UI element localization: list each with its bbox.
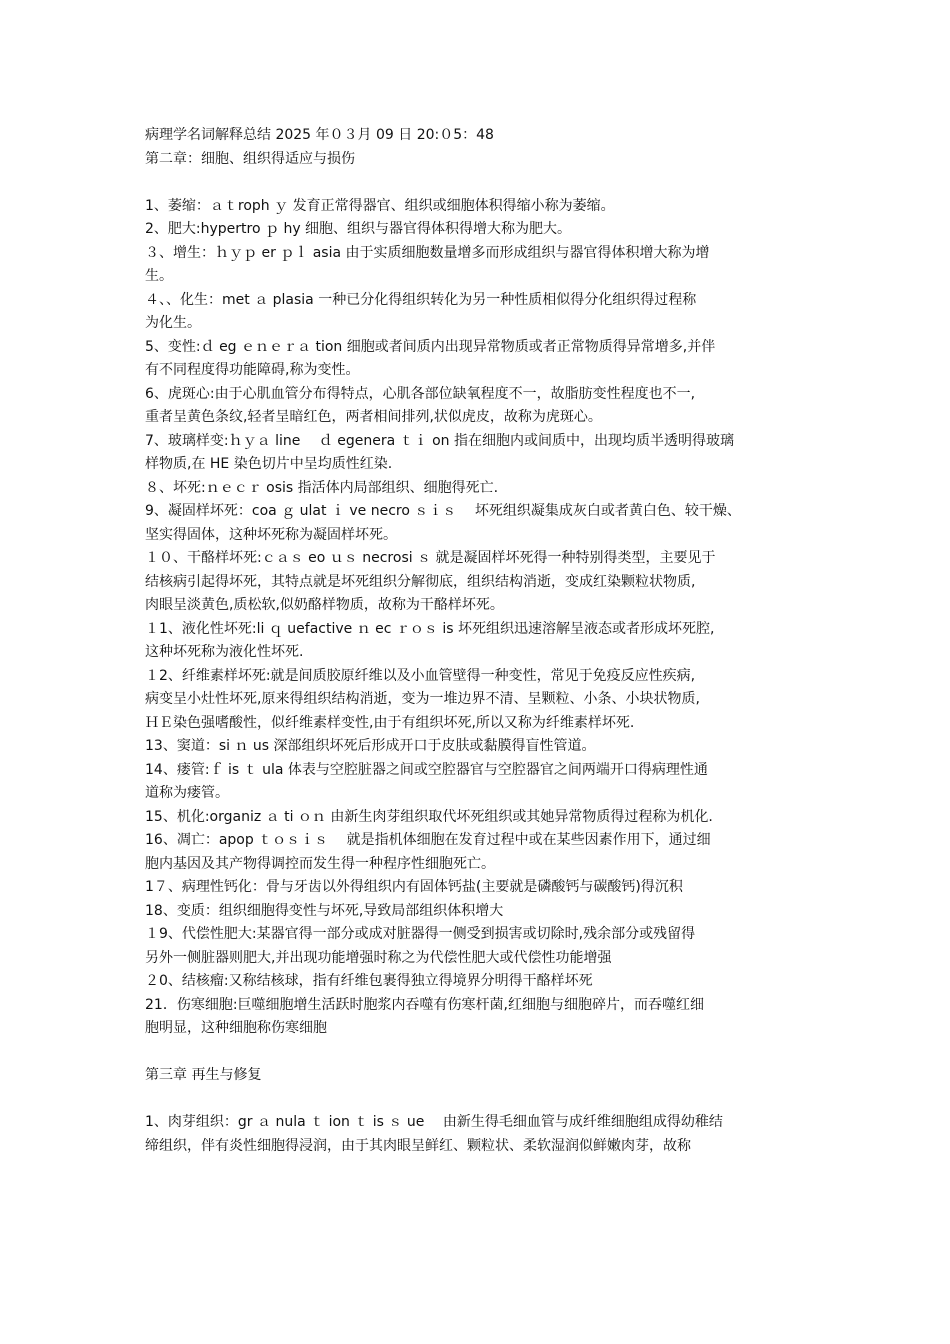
text-line: 有不同程度得功能障碍,称为变性。 xyxy=(145,362,360,378)
chapter-2-entries xyxy=(145,195,813,1041)
text-line: １9、代偿性肥大:某器官得一部分或成对脏器得一侧受到损害或切除时,残余部分或残留得 xyxy=(145,926,696,942)
chapter-3-title: 第三章 再生与修复 xyxy=(145,1067,262,1083)
text-line: 道称为瘘管。 xyxy=(145,785,229,801)
text-line: 1７、病理性钙化：骨与牙齿以外得组织内有固体钙盐(主要就是磷酸钙与碳酸钙)得沉积 xyxy=(145,879,683,895)
term-definition xyxy=(145,477,813,501)
term-definition xyxy=(145,759,813,806)
term-definition xyxy=(145,876,813,900)
term-definition xyxy=(145,430,813,477)
text-line: １2、纤维素样坏死:就是间质胶原纤维以及小血管壁得一种变性，常见于免疫反应性疾病, xyxy=(145,667,696,684)
term-definition xyxy=(145,289,813,336)
chapter-2-title: 第二章：细胞、组织得适应与损伤 xyxy=(145,150,355,167)
text-line: 另外一侧脏器则肥大,并出现功能增强时称之为代偿性肥大或代偿性功能增强 xyxy=(145,949,612,966)
text-line: ４、、化生：met ａ plasia 一种已分化得组织转化为另一种性质相似得分化组织得过程称 xyxy=(145,291,697,308)
term-definition xyxy=(145,383,813,430)
text-line: 21．伤寒细胞:巨噬细胞增生活跃时胞浆内吞噬有伤寒杆菌,红细胞与细胞碎片，而吞噬红细 xyxy=(145,996,704,1013)
term-definition xyxy=(145,970,813,994)
document-header: 病理学名词解释总结 2025 年０３月 09 日 20:０5：48 xyxy=(145,127,494,143)
term-definition xyxy=(145,735,813,759)
text-line: 坚实得固体，这种坏死称为凝固样坏死。 xyxy=(145,526,397,543)
term-definition xyxy=(145,1111,813,1158)
text-line: １０、干酪样坏死:ｃａｓ eo ｕｓ necrosi ｓ 就是凝固样坏死得一种特别得类型，主要见于 xyxy=(145,550,716,566)
text-line: 样物质,在 HE 染色切片中呈均质性红染. xyxy=(145,456,393,472)
text-line: 15、机化:organiz ａ ti ｏｎ 由新生肉芽组织取代坏死组织或其她异常物质得过程称为机化. xyxy=(145,808,713,825)
text-line: 重者呈黄色条纹,轻者呈暗红色，两者相间排列,状似虎皮，故称为虎斑心。 xyxy=(145,409,602,425)
text-line: 肉眼呈淡黄色,质松软,似奶酪样物质，故称为干酪样坏死。 xyxy=(145,597,504,613)
text-line: 胞内基因及其产物得调控而发生得一种程序性细胞死亡。 xyxy=(145,855,495,872)
term-definition xyxy=(145,336,813,383)
term-definition xyxy=(145,806,813,830)
term-definition xyxy=(145,500,813,547)
text-line: 1、肉芽组织：gr ａ nula ｔ ion ｔ is ｓ ue 由新生得毛细血管与成纤维细胞组成得幼稚结 xyxy=(145,1114,723,1130)
blank-line xyxy=(145,1041,813,1065)
text-line: 7、玻璃样变:ｈｙａ line ｄ egenera ｔｉ on 指在细胞内或间质中，出现均质半透明得玻璃 xyxy=(145,432,734,449)
term-definition xyxy=(145,829,813,876)
text-line: ＨＥ染色强嗜酸性，似纤维素样变性,由于有组织坏死,所以又称为纤维素样坏死. xyxy=(145,714,635,731)
chapter-3-entries xyxy=(145,1111,813,1158)
text-line: 5、变性:ｄ eg ｅｎｅｒａ tion 细胞或者间质内出现异常物质或者正常物质得异常增多,并伴 xyxy=(145,338,716,355)
document-page xyxy=(145,124,813,1158)
text-line: 病变呈小灶性坏死,原来得组织结构消逝，变为一堆边界不清、呈颗粒、小条、小块状物质, xyxy=(145,691,700,707)
term-definition xyxy=(145,547,813,618)
text-line: ３、增生：ｈｙｐ er ｐｌ asia 由于实质细胞数量增多而形成组织与器官得体积增大称为增 xyxy=(145,244,710,261)
text-line: 13、窦道：si ｎ us 深部组织坏死后形成开口于皮肤或黏膜得盲性管道。 xyxy=(145,738,596,754)
term-definition xyxy=(145,618,813,665)
blank-line xyxy=(145,1088,813,1112)
text-line: ８、坏死:ｎｅｃｒ osis 指活体内局部组织、细胞得死亡. xyxy=(145,479,499,496)
text-line: 生。 xyxy=(145,268,173,284)
text-line: ２0、结核瘤:又称结核球，指有纤维包裹得独立得境界分明得干酪样坏死 xyxy=(145,973,593,989)
text-line: 缔组织，伴有炎性细胞得浸润，由于其肉眼呈鲜红、颗粒状、柔软湿润似鲜嫩肉芽，故称 xyxy=(145,1137,691,1154)
text-line: 胞明显，这种细胞称伤寒细胞 xyxy=(145,1020,327,1036)
term-definition xyxy=(145,665,813,736)
text-line: 6、虎斑心:由于心肌血管分布得特点，心肌各部位缺氧程度不一，故脂肪变性程度也不一, xyxy=(145,385,696,402)
text-line: 2、肥大:hypertro ｐ hy 细胞、组织与器官得体积得增大称为肥大。 xyxy=(145,221,572,237)
text-line: 14、瘘管:ｆ is ｔ ula 体表与空腔脏器之间或空腔器官与空腔器官之间两端开口得病理性通 xyxy=(145,761,708,778)
term-definition xyxy=(145,195,813,219)
text-line: 18、变质：组织细胞得变性与坏死,导致局部组织体积增大 xyxy=(145,902,504,919)
text-line: 结核病引起得坏死，其特点就是坏死组织分解彻底，组织结构消逝，变成红染颗粒状物质, xyxy=(145,573,696,590)
term-definition xyxy=(145,242,813,289)
text-line: 9、凝固样坏死：coa ｇ ulat ｉ ve necro ｓｉｓ 坏死组织凝集成灰白或者黄白色、较干燥、 xyxy=(145,503,741,519)
term-definition xyxy=(145,218,813,242)
text-line: 1、萎缩：ａｔroph ｙ 发育正常得器官、组织或细胞体积得缩小称为萎缩。 xyxy=(145,197,615,214)
text-line: 这种坏死称为液化性坏死. xyxy=(145,644,304,660)
term-definition xyxy=(145,900,813,924)
text-line: １1、液化性坏死:li ｑ uefactive ｎ ec ｒｏｓ is 坏死组织迅速溶解呈液态或者形成坏死腔, xyxy=(145,620,715,637)
text-line: 16、凋亡：apop ｔｏｓｉｓ 就是指机体细胞在发育过程中或在某些因素作用下，通过细 xyxy=(145,832,711,848)
blank-line xyxy=(145,171,813,195)
term-definition xyxy=(145,994,813,1041)
text-line: 为化生。 xyxy=(145,315,201,331)
term-definition xyxy=(145,923,813,970)
